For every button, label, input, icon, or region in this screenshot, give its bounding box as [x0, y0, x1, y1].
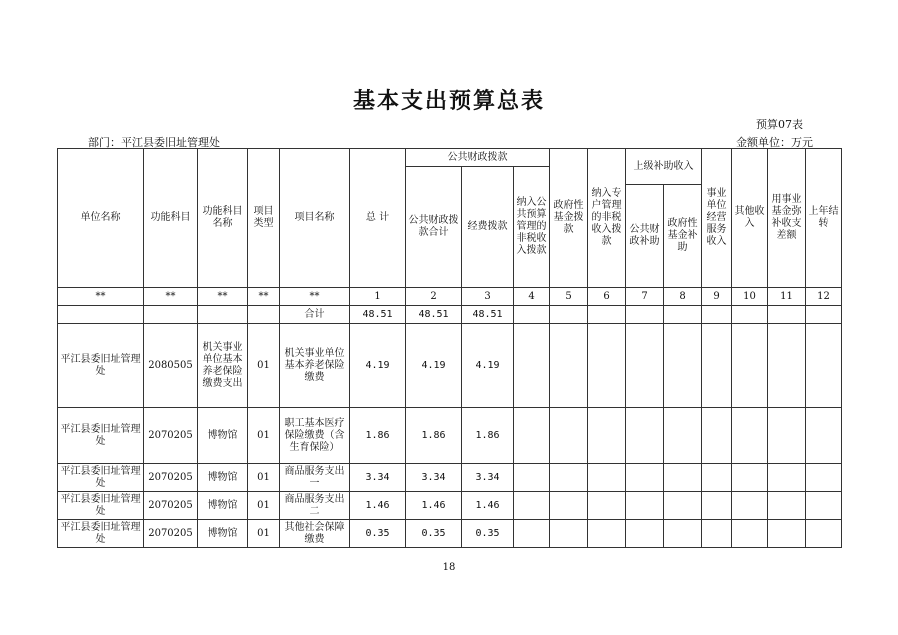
- unit-cell: 平江县委旧址管理处: [58, 324, 144, 408]
- func-code-cell: 2070205: [144, 520, 198, 548]
- index-cell: 8: [664, 288, 702, 306]
- func-name-cell: 博物馆: [198, 408, 248, 464]
- index-cell: 11: [768, 288, 806, 306]
- index-cell: 2: [406, 288, 462, 306]
- index-cell: 7: [626, 288, 664, 306]
- unit-cell: 平江县委旧址管理处: [58, 492, 144, 520]
- col-header-func-code: 功能科目: [144, 149, 198, 288]
- index-cell: 3: [462, 288, 514, 306]
- func-code-cell: 2070205: [144, 492, 198, 520]
- func-name-cell: 博物馆: [198, 492, 248, 520]
- item-type-cell: 01: [248, 464, 280, 492]
- table-row: [58, 464, 842, 492]
- index-cell: 12: [806, 288, 842, 306]
- unit-cell: 平江县委旧址管理处: [58, 408, 144, 464]
- page-number: 18: [442, 562, 456, 573]
- item-type-cell: 01: [248, 492, 280, 520]
- col-header-item-name: 项目名称: [280, 149, 350, 288]
- index-cell: **: [58, 288, 144, 306]
- item-type-cell: 01: [248, 324, 280, 408]
- index-cell: 9: [702, 288, 732, 306]
- unit-cell: 平江县委旧址管理处: [58, 520, 144, 548]
- col-header-item-type: 项目类型: [248, 149, 280, 288]
- total-cell: 4.19: [350, 324, 406, 408]
- index-cell: 4: [514, 288, 550, 306]
- pf-total-cell: 0.35: [406, 520, 462, 548]
- pf-total-cell: 4.19: [406, 324, 462, 408]
- col-header-public-finance: 公共财政拨款: [406, 149, 550, 167]
- col-header-other-income: 其他收入: [732, 149, 768, 288]
- col-header-pf-nontax: 纳入公共预算管理的非税收入拨款: [514, 167, 550, 288]
- col-header-superior-subsidy: 上级补助收入: [626, 149, 702, 185]
- index-cell: 6: [588, 288, 626, 306]
- total-cell: 1.46: [350, 492, 406, 520]
- col-header-unit-name: 单位名称: [58, 149, 144, 288]
- total-cell: 1.86: [350, 408, 406, 464]
- unit-cell: 平江县委旧址管理处: [58, 464, 144, 492]
- col-header-total: 总 计: [350, 149, 406, 288]
- col-header-sup-gov-fund: 政府性基金补助: [664, 185, 702, 288]
- col-header-func-name: 功能科目名称: [198, 149, 248, 288]
- col-header-gov-fund: 政府性基金拨款: [550, 149, 588, 288]
- func-code-cell: 2070205: [144, 464, 198, 492]
- pf-funds-cell: 4.19: [462, 324, 514, 408]
- total-row: [58, 306, 842, 324]
- page-title: 基本支出预算总表: [352, 88, 545, 114]
- pf-total-cell: 1.86: [406, 408, 462, 464]
- item-type-cell: 01: [248, 520, 280, 548]
- form-code: 预算07表: [756, 118, 803, 131]
- item-name-cell: 机关事业单位基本养老保险缴费: [280, 324, 350, 408]
- header-row-1: [58, 149, 842, 167]
- col-header-sup-public: 公共财政补助: [626, 185, 664, 288]
- col-header-pf-total: 公共财政拨款合计: [406, 167, 462, 288]
- func-code-cell: 2080505: [144, 324, 198, 408]
- total-cell: 0.35: [350, 520, 406, 548]
- index-cell: 10: [732, 288, 768, 306]
- func-code-cell: 2070205: [144, 408, 198, 464]
- total-pf-total: 48.51: [406, 306, 462, 324]
- index-cell: 1: [350, 288, 406, 306]
- total-cell: 3.34: [350, 464, 406, 492]
- item-name-cell: 职工基本医疗保险缴费（含生育保险）: [280, 408, 350, 464]
- pf-funds-cell: 1.86: [462, 408, 514, 464]
- col-header-pf-funds: 经费拨款: [462, 167, 514, 288]
- pf-funds-cell: 3.34: [462, 464, 514, 492]
- func-name-cell: 博物馆: [198, 520, 248, 548]
- total-label: 合计: [280, 306, 350, 324]
- index-cell: **: [280, 288, 350, 306]
- index-cell: 5: [550, 288, 588, 306]
- item-name-cell: 其他社会保障缴费: [280, 520, 350, 548]
- index-cell: **: [248, 288, 280, 306]
- col-header-fund-offset: 用事业基金弥补收支差额: [768, 149, 806, 288]
- item-type-cell: 01: [248, 408, 280, 464]
- table-row: [58, 492, 842, 520]
- table-row: [58, 408, 842, 464]
- table-row: [58, 520, 842, 548]
- budget-table: [57, 148, 842, 548]
- total-pf-funds: 48.51: [462, 306, 514, 324]
- pf-funds-cell: 1.46: [462, 492, 514, 520]
- pf-total-cell: 3.34: [406, 464, 462, 492]
- pf-funds-cell: 0.35: [462, 520, 514, 548]
- item-name-cell: 商品服务支出一: [280, 464, 350, 492]
- table-row: [58, 324, 842, 408]
- department-label: 部门：平江县委旧址管理处: [88, 136, 220, 149]
- col-header-special-nontax: 纳入专户管理的非税收入拨款: [588, 149, 626, 288]
- item-name-cell: 商品服务支出二: [280, 492, 350, 520]
- index-cell: **: [144, 288, 198, 306]
- index-row: [58, 288, 842, 306]
- func-name-cell: 机关事业单位基本养老保险缴费支出: [198, 324, 248, 408]
- total-amount: 48.51: [350, 306, 406, 324]
- amount-unit-label: 金额单位：万元: [736, 136, 813, 149]
- col-header-carry-over: 上年结转: [806, 149, 842, 288]
- func-name-cell: 博物馆: [198, 464, 248, 492]
- pf-total-cell: 1.46: [406, 492, 462, 520]
- col-header-business-income: 事业单位经营服务收入: [702, 149, 732, 288]
- index-cell: **: [198, 288, 248, 306]
